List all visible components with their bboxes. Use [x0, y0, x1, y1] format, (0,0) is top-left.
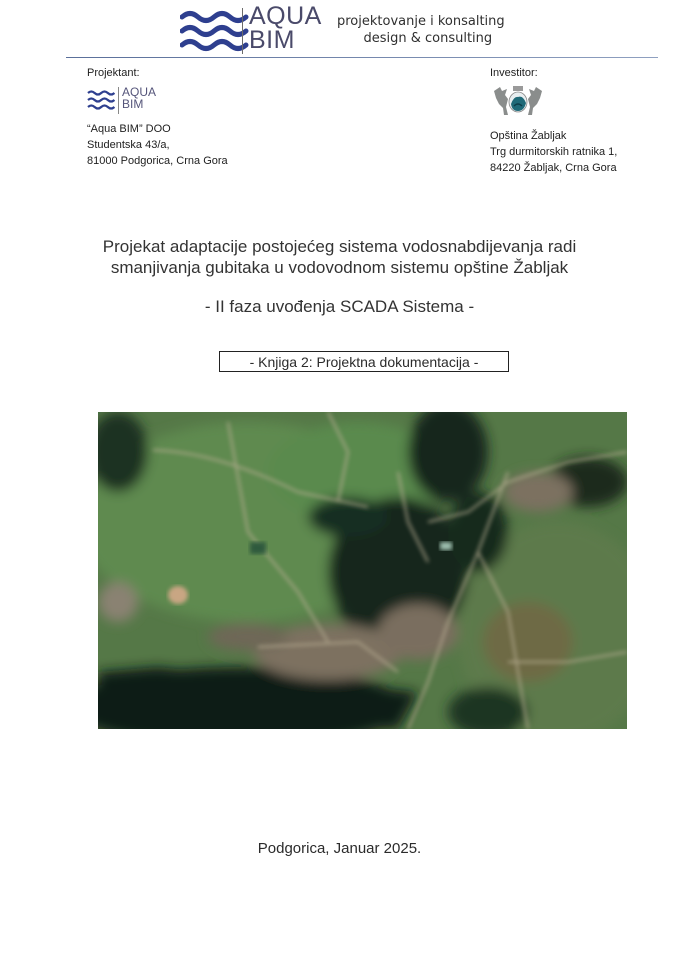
title-line-2: smanjivanja gubitaka u vodovodnom sistemu opštine Žabljak — [110, 258, 569, 277]
satellite-image — [98, 412, 627, 729]
projektant-block — [87, 65, 228, 169]
projektant-label: Projektant: — [87, 67, 140, 79]
phase-subtitle: - II faza uvođenja SCADA Sistema - — [204, 297, 475, 316]
projektant-street: Studentska 43/a, — [87, 139, 170, 151]
document-title — [0, 236, 679, 278]
mini-logo-line-1: AQUA — [122, 85, 157, 99]
brand-name — [249, 4, 322, 52]
mini-logo-line-2: BIM — [122, 97, 144, 111]
place-and-date: Podgorica, Januar 2025. — [257, 840, 422, 857]
investitor-name: Opština Žabljak — [490, 130, 567, 142]
aqua-bim-logo — [87, 85, 177, 115]
book-label: - Knjiga 2: Projektna dokumentacija - — [219, 351, 509, 372]
brand-line-1: AQUA — [249, 2, 322, 30]
investitor-label: Investitor: — [490, 67, 538, 79]
waves-icon — [87, 89, 115, 111]
investitor-block — [490, 65, 617, 176]
tagline-line-2: design & consulting — [363, 31, 493, 46]
header-divider — [66, 57, 658, 58]
municipality-crest-icon — [490, 85, 546, 117]
logo-divider — [242, 8, 243, 54]
tagline-line-1: projektovanje i konsalting — [337, 14, 505, 29]
title-line-1: Projekat adaptacije postojećeg sistema vodosnabdijevanja radi — [102, 237, 577, 256]
projektant-company: “Aqua BIM” DOO — [87, 123, 171, 135]
brand-tagline — [337, 13, 505, 47]
waves-icon — [180, 8, 250, 54]
document-header — [0, 0, 679, 60]
investitor-street: Trg durmitorskih ratnika 1, — [490, 146, 618, 158]
projektant-city: 81000 Podgorica, Crna Gora — [87, 155, 228, 167]
brand-line-2: BIM — [249, 26, 295, 54]
investitor-city: 84220 Žabljak, Crna Gora — [490, 162, 617, 174]
